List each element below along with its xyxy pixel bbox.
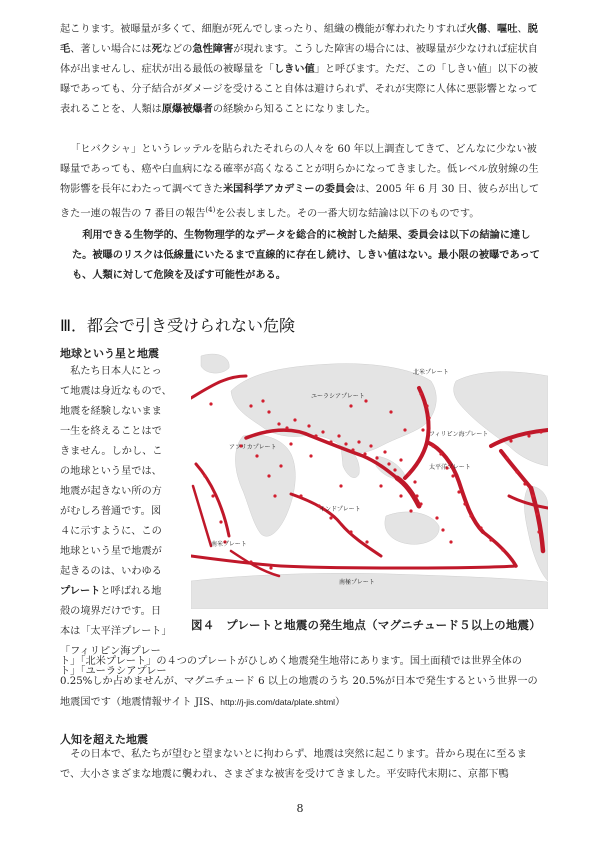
text: 起こります。被曝量が多くて、細胞が死んでしまったり、組織の機能が奪われたりすれば [60, 24, 467, 35]
text-line: 地震が起きない所の方 [60, 486, 162, 497]
label-north-american-plate: 北米プレート [413, 369, 449, 376]
text: を公表しました。その一番大切な結論は以下のものです。 [215, 208, 480, 220]
label-pacific-plate: 太平洋プレート [429, 464, 471, 471]
label-eurasian-plate: ユーラシアプレート [311, 393, 365, 400]
label-antarctic-plate: 南極プレート [339, 579, 375, 586]
footnote-ref: (4) [205, 206, 216, 214]
text: の経験から知ることになりました。 [212, 104, 376, 115]
bold-term: 死 [151, 44, 162, 55]
text-line: 「フィリピン海プレー [60, 646, 161, 657]
subheading-earth-quakes: 地球という星と地震 [60, 347, 159, 360]
text: 「ヒバクシャ」というレッテルを貼られたそれらの人々を 60 年以上調査してきて、どんなに少ない被曝量であっても、癌や白血病になる確率が高くなることが明らかになってきました。低レベル放射線の生物影響を長年にわたって調べてきた [60, 144, 539, 195]
paragraph-hibakusha [60, 140, 546, 224]
bold-term: しきい値 [273, 64, 315, 75]
bold-term: 脱毛 [60, 24, 538, 55]
text-line: 一生を終えることはで [60, 426, 162, 437]
narrow-column-text [60, 362, 182, 682]
text: は、2005 年 6 月 30 日、彼らが出してきた一連の報告の 7 番目の報告 [60, 184, 540, 220]
paragraph-earthquakes-japan: その日本で、私たちが望むと望まないとに拘わらず、地震は突然に起こります。昔から現在に至るまで、大小さまざまな地震に襲われ、さまざまな被害を受けてきました。平安時代末期に、京都下鴨 [60, 749, 527, 780]
text-line: きません。しかし、こ [60, 446, 163, 457]
bold-term: 嘔吐 [497, 24, 518, 35]
label-philippine-plate: フィリピン海プレート [429, 431, 489, 438]
text-line: がむしろ普通です。図 [60, 506, 162, 517]
subheading-beyond-human: 人知を超えた地震 [60, 733, 148, 746]
page-number: 8 [296, 802, 304, 815]
plate-earthquake-map [191, 346, 548, 609]
text: 」と呼びます。ただ、この「しきい値」以下の被曝であっても、分子結合がダメージを受けること自体は避けられず、それが実際に人体に悪影響となって表れることを、人類は [60, 64, 538, 115]
bold-term: 米国科学アカデミーの委員会 [223, 184, 356, 195]
text-line: 殻の境界だけです。日 [60, 606, 162, 617]
text-line: 地球という星で地震が [60, 546, 162, 557]
text-line: ト」「ユーラシアプレー [60, 666, 167, 677]
text: が現れます。こうした障害の場合には、被曝量が少なければ症状自体が出ませんし、症状が出る最低の被曝量を「 [60, 44, 538, 75]
section-heading: Ⅲ．都会で引き受けられない危険 [60, 316, 296, 335]
bold-term: プレート [60, 586, 101, 597]
text-line: 私たち日本人にとっ [70, 366, 162, 377]
text-line: の地球という星では、 [60, 466, 162, 477]
quoted-conclusion: 利用できる生物学的、生物物理学的なデータを総合的に検討した結果、委員会は以下の結論に達した。被曝のリスクは低線量にいたるまで直線的に存在し続け、しきい値はない。最小限の被曝であっても、人類に対して危険を及ぼす可能性がある。 [72, 230, 540, 281]
text: ト」「北米プレート」の４つのプレートがひしめく地震発生地帯にあります。国土面積では世界全体の 0.25%しか占めませんが、マグニチュード 6 以上の地震のうち 20.5%が日本で発生するという世界一の地震国です（地震情報サイト JIS、 [60, 656, 538, 708]
text: 、 [517, 24, 528, 35]
text: と呼ばれる地 [100, 586, 162, 597]
text: などの [161, 44, 193, 55]
figure-caption: 図４ プレートと地震の発生地点（マグニチュード５以上の地震） [191, 618, 541, 632]
label-african-plate: アフリカプレート [229, 444, 277, 451]
text-line: 起きるのは、いわゆる [60, 566, 162, 577]
text: 、 [486, 24, 498, 35]
bold-term: 急性障害 [192, 44, 234, 55]
label-south-american-plate: 南米プレート [211, 541, 247, 548]
paragraph-acute-effects [60, 20, 546, 120]
source-url-link[interactable]: http://j-jis.com/data/plate.shtml [220, 697, 336, 707]
text-line [60, 582, 182, 602]
text-line: 地震を経験しないまま [60, 406, 162, 417]
text: ） [335, 697, 346, 708]
bold-term: 火傷 [466, 24, 487, 35]
text-line: 本は「太平洋プレート」 [60, 626, 172, 637]
paragraph-continued [60, 652, 546, 713]
bold-term: 原爆被爆者 [161, 104, 213, 115]
text-line: て地震は身近なもので、 [60, 386, 172, 397]
text-line: ４に示すように、この [60, 526, 162, 537]
text: 、著しい場合には [70, 44, 152, 55]
label-indian-plate: インドプレート [319, 506, 361, 513]
